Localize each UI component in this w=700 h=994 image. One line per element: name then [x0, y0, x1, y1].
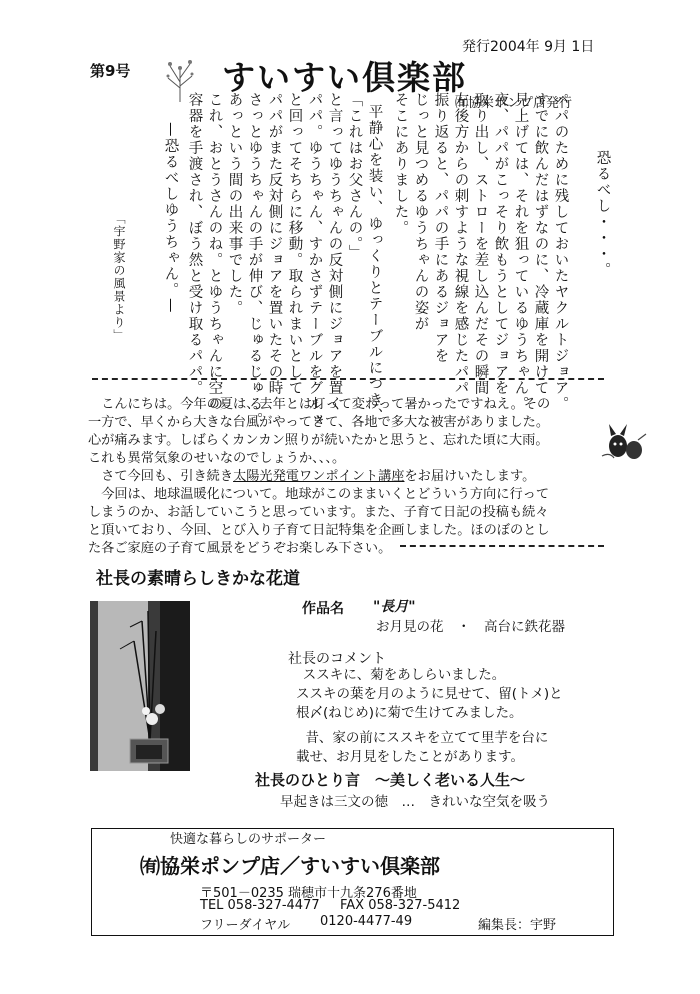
diary-line: パパのために残しておいたヤクルトジョア。 — [552, 92, 569, 412]
comment-label: 社長のコメント — [288, 651, 386, 667]
publication-date: 発行2004年 9月 1日 — [462, 39, 595, 55]
diary-line: これ、おとうさんのね。とゆうちゃんに空の — [206, 92, 223, 412]
diary-line: さっとゆうちゃんの手が伸び、じゅるじゅる。 — [246, 92, 263, 428]
footer-tel: TEL 058-327-4477 — [200, 898, 320, 913]
comment-line: ススキに、菊をあしらいました。 — [302, 667, 506, 683]
diary-line: 取り出し、ストローを差し込んだその瞬間 — [472, 92, 489, 396]
diary-line: 「これはお父さんの。」 — [346, 92, 363, 261]
divider — [92, 378, 604, 380]
intro-paragraph: こんにちは。今年の夏は、去年とは打って変わって暑かったですねえ。その一方で、早くから大きな台風がやってきて、各地で多大な被害がありました。心が痛みます。しばらくカンカン照りが続いたかと思うと、忘れた頃に大雨。これも異常気象のせいなのでしょうか、、、。 — [88, 397, 551, 466]
diary-line: あっという間の出来事でした。 — [226, 92, 243, 316]
diary-caption: 「宇野家の風景より」 — [112, 212, 126, 342]
footer-tagline: 快適な暮らしのサポーター — [170, 832, 327, 847]
intro-text-part: さて今回も、引き続き — [101, 469, 234, 484]
diary-line: —恐るべしゆうちゃん。— — [162, 122, 179, 314]
work-label: 作品名 — [302, 601, 344, 617]
diary-line: パパ。ゆうちゃん、すかさずテーブルをグルッ — [306, 92, 323, 428]
diary-line: 見上げては、それを狙っているゆうちゃん。 — [512, 92, 529, 412]
footer-fax: FAX 058-327-5412 — [340, 898, 461, 913]
comment-line: 昔、家の前にススキを立てて里芋を台に — [305, 730, 549, 746]
footer-company: ㈲協栄ポンプ店／すいすい倶楽部 — [140, 854, 440, 878]
diary-line: 容器を手渡され、ぼう然と受け取るパパ。 — [186, 92, 203, 396]
diary-line: 振り返ると、パパの手にあるジョアを — [432, 92, 449, 364]
footer-free-dial-number: 0120-4477-49 — [320, 914, 413, 929]
work-title: "長月" — [373, 599, 416, 615]
animal-mascot-icon — [600, 420, 650, 462]
comment-line: 根〆(ねじめ)に菊で生けてみました。 — [296, 705, 523, 721]
intro-text-part: をお届けいたします。 — [404, 469, 536, 484]
diary-line: じっと見つめるゆうちゃんの姿が — [412, 92, 429, 332]
intro-paragraph — [88, 468, 558, 486]
footer-free-dial-label: フリーダイヤル — [200, 918, 291, 933]
diary-line: 左後方からの刺すような視線を感じたパパ — [452, 92, 469, 396]
diary-line: と言ってゆうちゃんの反対側にジョアを置く — [326, 92, 343, 412]
ikebana-photo — [90, 601, 190, 771]
president-comment — [296, 666, 596, 767]
motto-title: 社長のひとり言 ～美しく老いる人生～ — [255, 771, 526, 789]
divider — [400, 545, 604, 547]
footer-address: 〒501－0235 瑞穂市十九条276番地 — [200, 886, 417, 901]
diary-line: パパがまた反対側にジョアを置いたその時 — [266, 92, 283, 396]
footer-editor: 編集長：宇野 — [478, 918, 557, 933]
intro-paragraph: 今回は、地球温暖化について。地球がこのままいくとどういう方向に行ってしまうのか、お話していこうと思っています。また、子育て日記の投稿も続々と頂いており、今回、とび入り子育て日記特集を企画しました。ほのぼのとした各ご家庭の子育て風景をどうぞお楽しみ下さい。 — [88, 487, 550, 556]
issue-number: 第9号 — [90, 62, 131, 80]
diary-line: 恐るべし・・・。 — [594, 150, 611, 278]
diary-line: 平静心を装い、ゆっくりとテーブルにつき、 — [366, 104, 383, 424]
diary-line: そこにありました。 — [392, 92, 409, 236]
motto-text: 早起きは三文の徳 … きれいな空気を吸う — [280, 794, 550, 810]
diary-line: と回ってそちらに移動。取られまいとして — [286, 92, 303, 396]
comment-line: 載せ、お月見をしたことがあります。 — [296, 749, 525, 765]
ikebana-section-title: 社長の素晴らしきかな花道 — [96, 569, 300, 589]
diary-line: 夜、パパがこっそり飲もうとしてジョアを — [492, 92, 509, 396]
publisher: ㈲協栄ポンプ店発行 — [455, 96, 573, 111]
newsletter-title: すいすい倶楽部 — [222, 58, 467, 97]
diary-vertical-text — [85, 92, 615, 428]
diary-line: すでに飲んだはずなのに、冷蔵庫を開けて — [532, 92, 549, 396]
solar-course-link: 太陽光発電ワンポイント講座 — [233, 469, 405, 484]
intro-text — [88, 396, 558, 558]
comment-line: ススキの葉を月のように見せて、留(トメ)と — [296, 686, 563, 702]
work-description: お月見の花 ・ 高台に鉄花器 — [376, 619, 565, 635]
